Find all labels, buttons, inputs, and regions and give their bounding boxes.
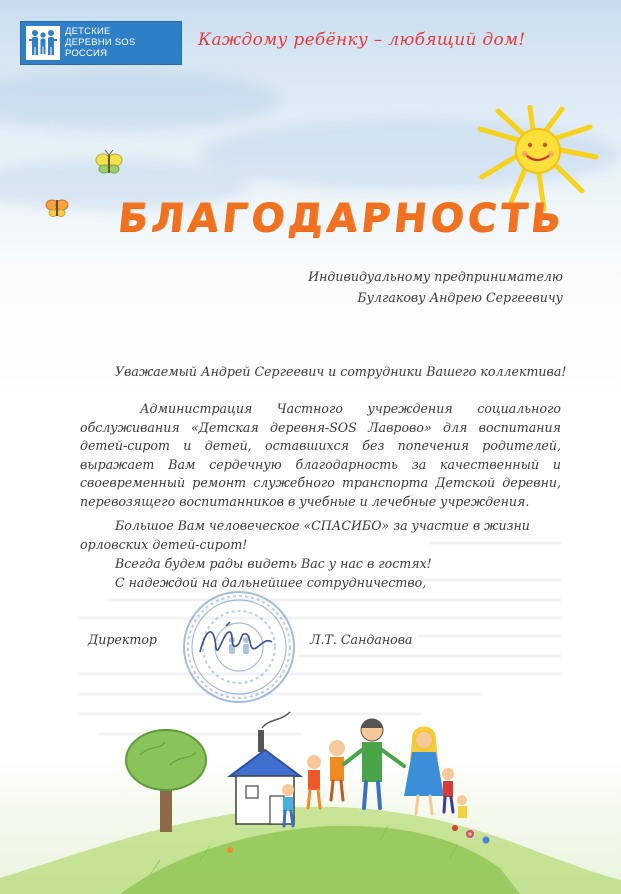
tree-crown [126, 730, 206, 790]
page-title: БЛАГОДАРНОСТЬ [115, 196, 567, 241]
body-paragraph-2-cont: орловских детей-сирот! [80, 537, 248, 552]
body-paragraph-4: С надеждой на дальнейшее сотрудничество, [115, 575, 427, 590]
body-paragraph-3: Всегда будем рады видеть Вас у нас в гостях! [115, 556, 432, 571]
logo-line-3: РОССИЯ [65, 48, 108, 59]
recipient-line-2: Булгакову Андрею Сергеевичу [357, 290, 563, 305]
handwritten-signature [196, 618, 276, 662]
logo-line-1: ДЕТСКИЕ [65, 26, 111, 37]
family-drawing-illustration [0, 700, 621, 894]
slogan: Каждому ребёнку – любящий дом! [198, 30, 526, 50]
body-paragraph-1: Администрация Частного учреждения социального обслуживания «Детская деревня-SOS Лаврово» для воспитания детей-сирот и детей, оставшихся без попечения родителей, выражает Вам сердечную благодарность за качественный и своевременный ремонт служебного транспорта Детской деревни, перевозящего воспитанников в учебные и лечебные учреждения. [80, 401, 561, 509]
logo-line-2: ДЕРЕВНИ SOS [65, 37, 136, 48]
signatory-role: Директор [88, 632, 157, 647]
signatory-name: Л.Т. Санданова [310, 632, 413, 647]
body-paragraph-2: Большое Вам человеческое «СПАСИБО» за участие в жизни [115, 518, 530, 533]
recipient-line-1: Индивидуальному предпринимателю [308, 269, 563, 284]
greeting: Уважаемый Андрей Сергеевич и сотрудники Вашего коллектива! [115, 364, 567, 379]
